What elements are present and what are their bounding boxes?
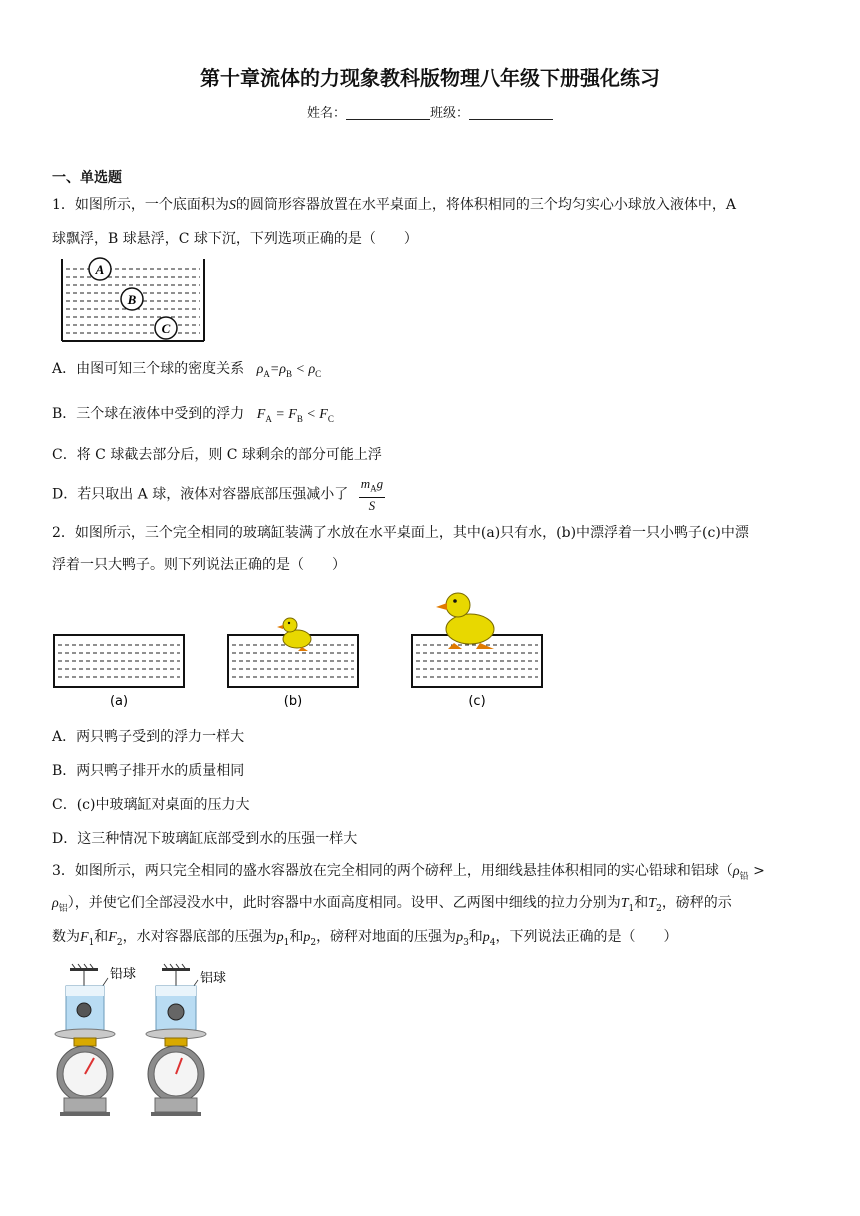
svg-text:C: C <box>161 321 171 336</box>
apparatus-lead <box>55 964 136 1116</box>
q1-option-A[interactable]: A．由图可知三个球的密度关系 $\rho_A=\rho_B < \rho_C$ <box>52 361 322 379</box>
q3-stem-line3: 数为$F_1$和$F_2$，水对容器底部的压强为$p_1$和$p_2$，磅秤对地面的压强为$p_3$和$p_4$，下列说法正确的是（ ） <box>52 929 678 948</box>
class-blank <box>469 107 553 120</box>
q2-option-C[interactable]: C．(c)中玻璃缸对桌面的压力大 <box>52 797 250 813</box>
svg-text:铅球: 铅球 <box>110 967 137 982</box>
q2-option-A[interactable]: A．两只鸭子受到的浮力一样大 <box>52 729 245 745</box>
q2-stem-line2: 浮着一只大鸭子。则下列说法正确的是（ ） <box>52 557 346 573</box>
large-duck <box>436 593 494 649</box>
q2-option-B[interactable]: B．两只鸭子排开水的质量相同 <box>52 763 245 779</box>
ball-A <box>89 258 111 280</box>
buoyancy-relation: $F_A = F_B < F_C$ <box>256 407 334 424</box>
q3-scales-figure <box>52 962 242 1122</box>
tank-c <box>412 593 542 709</box>
class-label: 班级： <box>430 106 470 121</box>
var-S: S <box>228 198 236 213</box>
q1-container-figure <box>60 255 206 343</box>
svg-text:(a): (a) <box>109 694 129 709</box>
q1-stem-line2: 球飘浮，B 球悬浮，C 球下沉，下列选项正确的是（ ） <box>52 231 418 247</box>
q3-stem-line1: 3．如图所示，两只完全相同的盛水容器放在完全相同的两个磅秤上，用细线悬挂体积相同的实心铅球和铝球（$\rho_铅$ > <box>52 863 765 882</box>
section-heading: 一、单选题 <box>52 170 122 186</box>
svg-text:(b): (b) <box>283 694 303 709</box>
svg-text:(c): (c) <box>468 694 486 709</box>
q1-option-B[interactable]: B．三个球在液体中受到的浮力 $F_A = F_B < F_C$ <box>52 406 334 424</box>
svg-text:铝球: 铝球 <box>200 971 227 986</box>
tank-b <box>228 618 358 709</box>
pressure-fraction: $\frac{m_Ag}{S}$ <box>360 476 384 513</box>
q1-stem-line1: 1．如图所示，一个底面积为S的圆筒形容器放置在水平桌面上，将体积相同的三个均匀实心小球放入液体中，A <box>52 197 737 213</box>
q3-stem-line2: $\rho_铝$），并使它们全部浸没水中，此时容器中水面高度相同。设甲、乙两图中细线的拉力分别为$T_1$和$T_2$，磅秤的示 <box>52 895 732 914</box>
q1-option-C[interactable]: C．将 C 球截去部分后，则 C 球剩余的部分可能上浮 <box>52 447 382 463</box>
q2-tanks-figure <box>50 585 550 713</box>
name-label: 姓名： <box>306 106 346 121</box>
svg-text:B: B <box>127 292 137 307</box>
name-blank <box>346 107 430 120</box>
tank-a <box>54 635 184 709</box>
q1-option-D[interactable]: D．若只取出 A 球，液体对容器底部压强减小了 $\frac{m_Ag}{S}$ <box>52 476 384 513</box>
q2-stem-line1: 2．如图所示，三个完全相同的玻璃缸装满了水放在水平桌面上，其中(a)只有水，(b)中漂浮着一只小鸭子(c)中漂 <box>52 525 749 541</box>
svg-text:A: A <box>95 262 105 277</box>
density-relation: $\rho_A=\rho_B < \rho_C$ <box>256 362 322 379</box>
student-info <box>0 102 860 121</box>
ball-B <box>121 288 143 310</box>
apparatus-aluminum <box>146 964 226 1116</box>
page-title: 第十章流体的力现象教科版物理八年级下册强化练习 <box>200 66 660 90</box>
ball-C <box>155 317 177 339</box>
q2-option-D[interactable]: D．这三种情况下玻璃缸底部受到水的压强一样大 <box>52 831 358 847</box>
